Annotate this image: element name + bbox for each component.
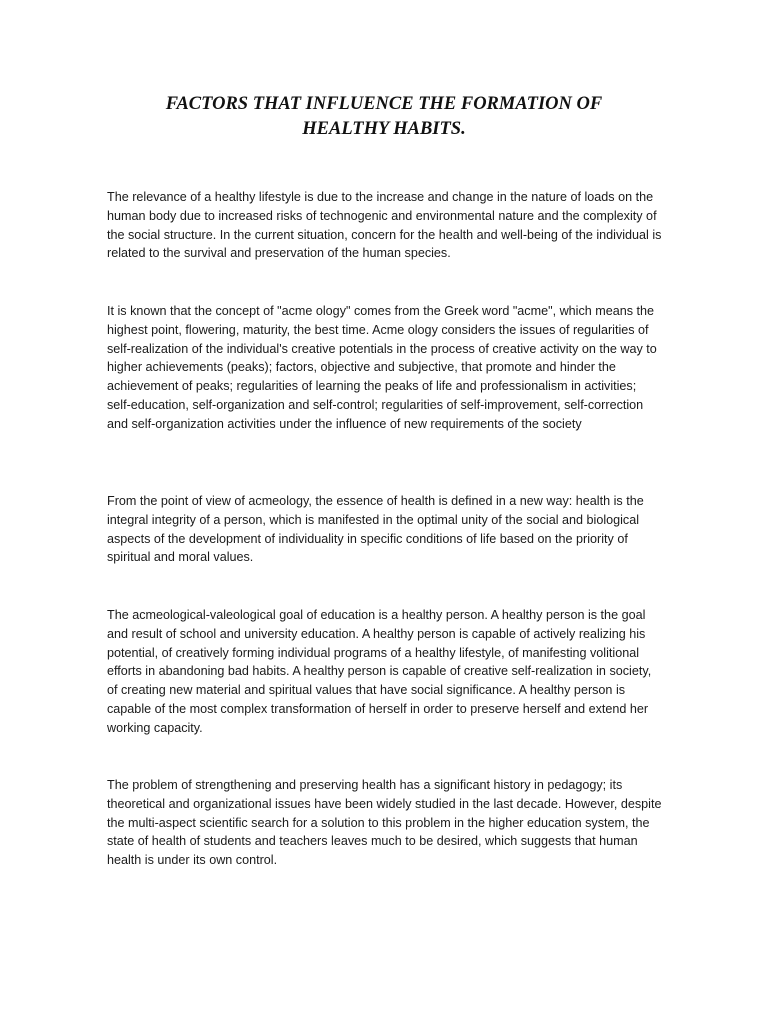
title-line-2: HEALTHY HABITS. <box>302 119 466 139</box>
paragraph-acmeology-concept: It is known that the concept of "acme ology" comes from the Greek word "acme", which means the highest point, flowering, maturity, the best time. Acme ology considers the issues of regularities of self-realization of the individual's creative potentials in the process of creative activity on the way to higher achievements (peaks); factors, objective and subjective, that promote and hinder the achievement of peaks; regularities of learning the peaks of life and professionalism in activities; self-education, self-organization and self-control; regularities of self-improvement, self-correction and self-organization activities under the influence of new requirements of the society <box>107 304 657 431</box>
document-title <box>100 92 668 142</box>
paragraph-health-essence: From the point of view of acmeology, the essence of health is defined in a new way: health is the integral integrity of a person, which is manifested in the optimal unity of the social and biological aspects of the development of individuality in specific conditions of life based on the priority of spiritual and moral values. <box>107 494 644 565</box>
paragraph-education-goal: The acmeological-valeological goal of education is a healthy person. A healthy person is the goal and result of school and university education. A healthy person is capable of actively realizing his potential, of creatively forming individual programs of a healthy lifestyle, of manifesting volitional efforts in abandoning bad habits. A healthy person is capable of creative self-realization in society, of creating new material and spiritual values that have social significance. A healthy person is capable of the most complex transformation of herself in order to preserve herself and extend her working capacity. <box>107 608 652 735</box>
paragraph-relevance: The relevance of a healthy lifestyle is due to the increase and change in the nature of loads on the human body due to increased risks of technogenic and environmental nature and the complexity of the social structure. In the current situation, concern for the health and well-being of the individual is related to the survival and preservation of the human species. <box>107 190 662 261</box>
title-line-1: FACTORS THAT INFLUENCE THE FORMATION OF <box>165 94 603 114</box>
paragraph-health-problem: The problem of strengthening and preserving health has a significant history in pedagogy; its theoretical and organizational issues have been widely studied in the last decade. However, despite the multi-aspect scientific search for a solution to this problem in the higher education system, the state of health of students and teachers leaves much to be desired, which suggests that human health is under its own control. <box>107 778 662 868</box>
